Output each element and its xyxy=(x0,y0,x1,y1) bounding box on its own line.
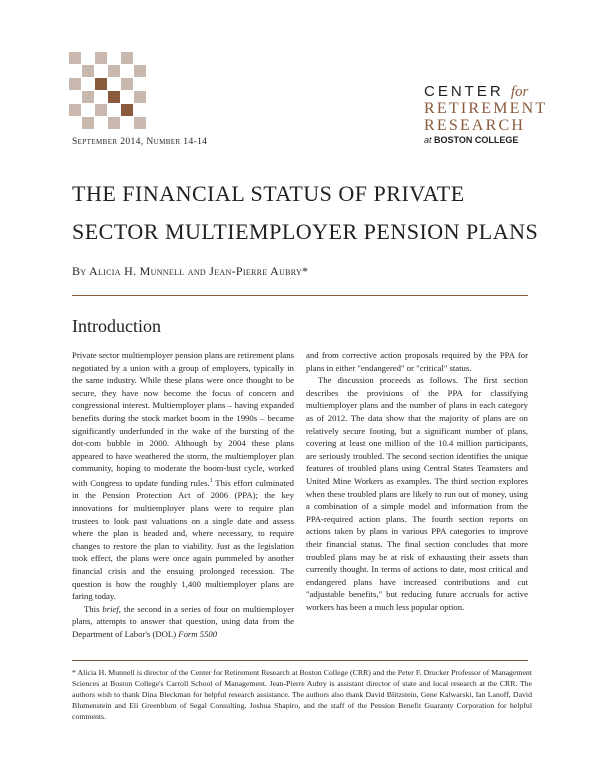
paragraph: This brief, the second in a series of four on multiemployer plans, attempts to answer that question, using data from the Department of Labor's (DOL) Form 5500 xyxy=(72,603,294,639)
paragraph: The discussion proceeds as follows. The first section describes the provisions of the PPA for classifying multiemployer plans and the number of plans in each category as of 2012. The data show that the majority of plans are on relatively secure footing, but a significant number of plans, covering at least one million of the 10.4 million participants, are seriously troubled. The second section identifies the unique features of troubled plans using Central States Teamsters and United Mine Workers as examples. The third section explores when these troubled plans are likely to run out of money, using a combination of a simple model and information from the PPA-required action plans. The fourth section reports on actions taken by plans in various PPA categories to improve their financial status. The final section concludes that more troubled plans may be at risk of exhausting their assets than currently thought. In terms of actions to date, most critical and endangered plans have increased contributions and cut "adjustable benefits," but reducing future accruals for active workers has been a much less popular option. xyxy=(306,375,528,612)
page-title: THE FINANCIAL STATUS OF PRIVATE SECTOR MULTIEMPLOYER PENSION PLANS xyxy=(72,181,539,244)
paragraph: and from corrective action proposals required by the PPA for plans in either "endangered" or "critical" status. xyxy=(306,350,528,373)
crr-logo xyxy=(424,83,548,147)
logo-grid-square xyxy=(108,65,120,77)
logo-grid-square xyxy=(121,104,133,116)
logo-grid-square xyxy=(121,78,133,90)
divider xyxy=(72,295,528,296)
logo-grid-square xyxy=(95,104,107,116)
section-heading: Introduction xyxy=(72,316,161,336)
paragraph: Private sector multiemployer pension plans are retirement plans negotiated by a union with a group of employers, typically in the same industry. While these plans were once thought to be secure, they have now become the focus of concern and congressional interest. Multiemployer plans – having expanded benefits during the stock market boom in the 1990s – became significantly underfunded in the wake of the bursting of the dot-com bubble in 2000. Although by 2004 these plans appeared to have weathered the storm, the multiemployer plan community, hoping to moderate the boom-bust cycle, worked with Congress to update funding rules.$^1$ This effort culminated in the Pension Protection Act of 2006 (PPA); the key innovations for multiemployer plans were to require plan trustees to look past valuations on a single date and assess where the plan is headed and, where necessary, to require changes to restore the plan to viability. Just as the legislation took effect, the plans were once again pummeled by another financial crisis and the ensuing prolonged recession. The question is how the roughly 1,400 multiemployer plans are faring today. xyxy=(72,350,294,602)
logo-grid-square xyxy=(134,65,146,77)
logo-line-research: RESEARCH xyxy=(424,117,526,134)
logo-grid-square xyxy=(134,91,146,103)
logo-grid-square xyxy=(69,78,81,90)
logo-grid-square xyxy=(121,52,133,64)
left-column xyxy=(72,349,294,641)
logo-grid-graphic xyxy=(69,52,147,130)
logo-line-retirement: RETIREMENT xyxy=(424,100,548,117)
logo-grid-square xyxy=(108,117,120,129)
logo-grid-square xyxy=(95,52,107,64)
footnote: * Alicia H. Munnell is director of the Center for Retirement Research at Boston College (CRR) and the Peter F. Drucker Professor of Management Sciences at Boston College's Carroll School of Management. Jean-Pierre Aubry is assistant director of state and local research at the CRR. The authors wish to thank Dina Bleckman for helpful research assistance. The authors also thank David Blitzstein, Gene Kalwarski, Ian Lanoff, David Blumenstein and Eli Greenblum of Segal Consulting, Joshua Shapiro, and the staff of the Pension Benefit Guaranty Corporation for helpful comments. xyxy=(72,668,532,721)
logo-grid-square xyxy=(82,117,94,129)
footnote-divider xyxy=(72,660,528,661)
logo-grid-square xyxy=(134,117,146,129)
logo-line-center: CENTER for xyxy=(424,83,529,100)
logo-grid-square xyxy=(108,91,120,103)
logo-grid-square xyxy=(82,65,94,77)
logo-grid-square xyxy=(69,104,81,116)
logo-grid-square xyxy=(82,91,94,103)
right-column xyxy=(306,349,528,613)
issue-date: September 2014, Number 14-14 xyxy=(72,137,208,147)
logo-line-college: at BOSTON COLLEGE xyxy=(424,135,519,145)
logo-grid-square xyxy=(69,52,81,64)
logo-grid-square xyxy=(95,78,107,90)
author-line: By Alicia H. Munnell and Jean-Pierre Aubry* xyxy=(72,264,309,278)
